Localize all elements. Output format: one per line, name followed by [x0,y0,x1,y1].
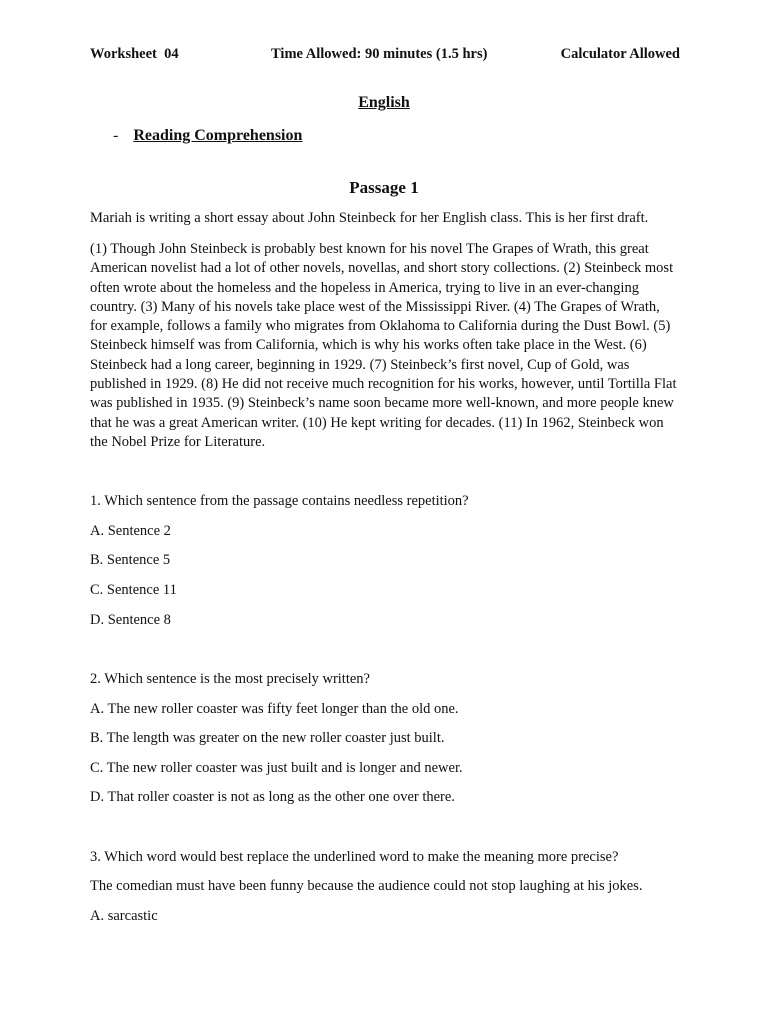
passage-title: Passage 1 [349,178,419,197]
calculator-allowed: Calculator Allowed [560,46,680,62]
subject-title: English [358,94,410,111]
question-1-option-c: C. Sentence 11 [90,582,177,598]
question-3-option-a: A. sarcastic [90,908,158,924]
passage-intro: Mariah is writing a short essay about John Steinbeck for her English class. This is her first draft. [90,210,649,226]
time-allowed: Time Allowed: 90 minutes (1.5 hrs) [271,46,488,62]
section-dash: - [113,127,119,144]
section-label: Reading Comprehension [133,127,303,144]
question-1-option-d: D. Sentence 8 [90,612,171,628]
question-2-option-d: D. That roller coaster is not as long as the other one over there. [90,789,455,805]
question-2-option-b: B. The length was greater on the new roller coaster just built. [90,730,445,746]
question-1-option-b: B. Sentence 5 [90,552,171,568]
worksheet-header [90,46,680,66]
question-1-option-a: A. Sentence 2 [90,523,171,539]
question-3-sentence: The comedian must have been funny because the audience could not stop laughing at his jokes. [90,878,643,894]
question-2-option-a: A. The new roller coaster was fifty feet longer than the old one. [90,701,459,717]
question-2-option-c: C. The new roller coaster was just built and is longer and newer. [90,760,463,776]
worksheet-number: Worksheet 04 [90,46,179,62]
passage-body: (1) Though John Steinbeck is probably best known for his novel The Grapes of Wrath, this great American novelist had a lot of other novels, novellas, and short story collections. (2) Steinbeck most often wrote about the homeless and the hopeless in America, trying to live in an ever-changing country. (3) Many of his novels take place west of the Mississippi River. (4) The Grapes of Wrath, for example, follows a family who migrates from Oklahoma to California during the Dust Bowl. (5) Steinbeck himself was from California, which is why his works often take place in the West. (6) Steinbeck had a long career, beginning in 1929. (7) Steinbeck’s first novel, Cup of Gold, was published in 1929. (8) He did not receive much recognition for his works, however, until Tortilla Flat was published in 1935. (9) Steinbeck’s name soon became more well-known, and more people knew that he was a great American writer. (10) He kept writing for decades. (11) In 1962, Steinbeck won the Nobel Prize for Literature. [90,241,677,450]
section-heading [113,127,302,145]
question-3-text: 3. Which word would best replace the underlined word to make the meaning more precise? [90,849,619,865]
question-1-text: 1. Which sentence from the passage contains needless repetition? [90,493,469,509]
question-2-text: 2. Which sentence is the most precisely written? [90,671,370,687]
